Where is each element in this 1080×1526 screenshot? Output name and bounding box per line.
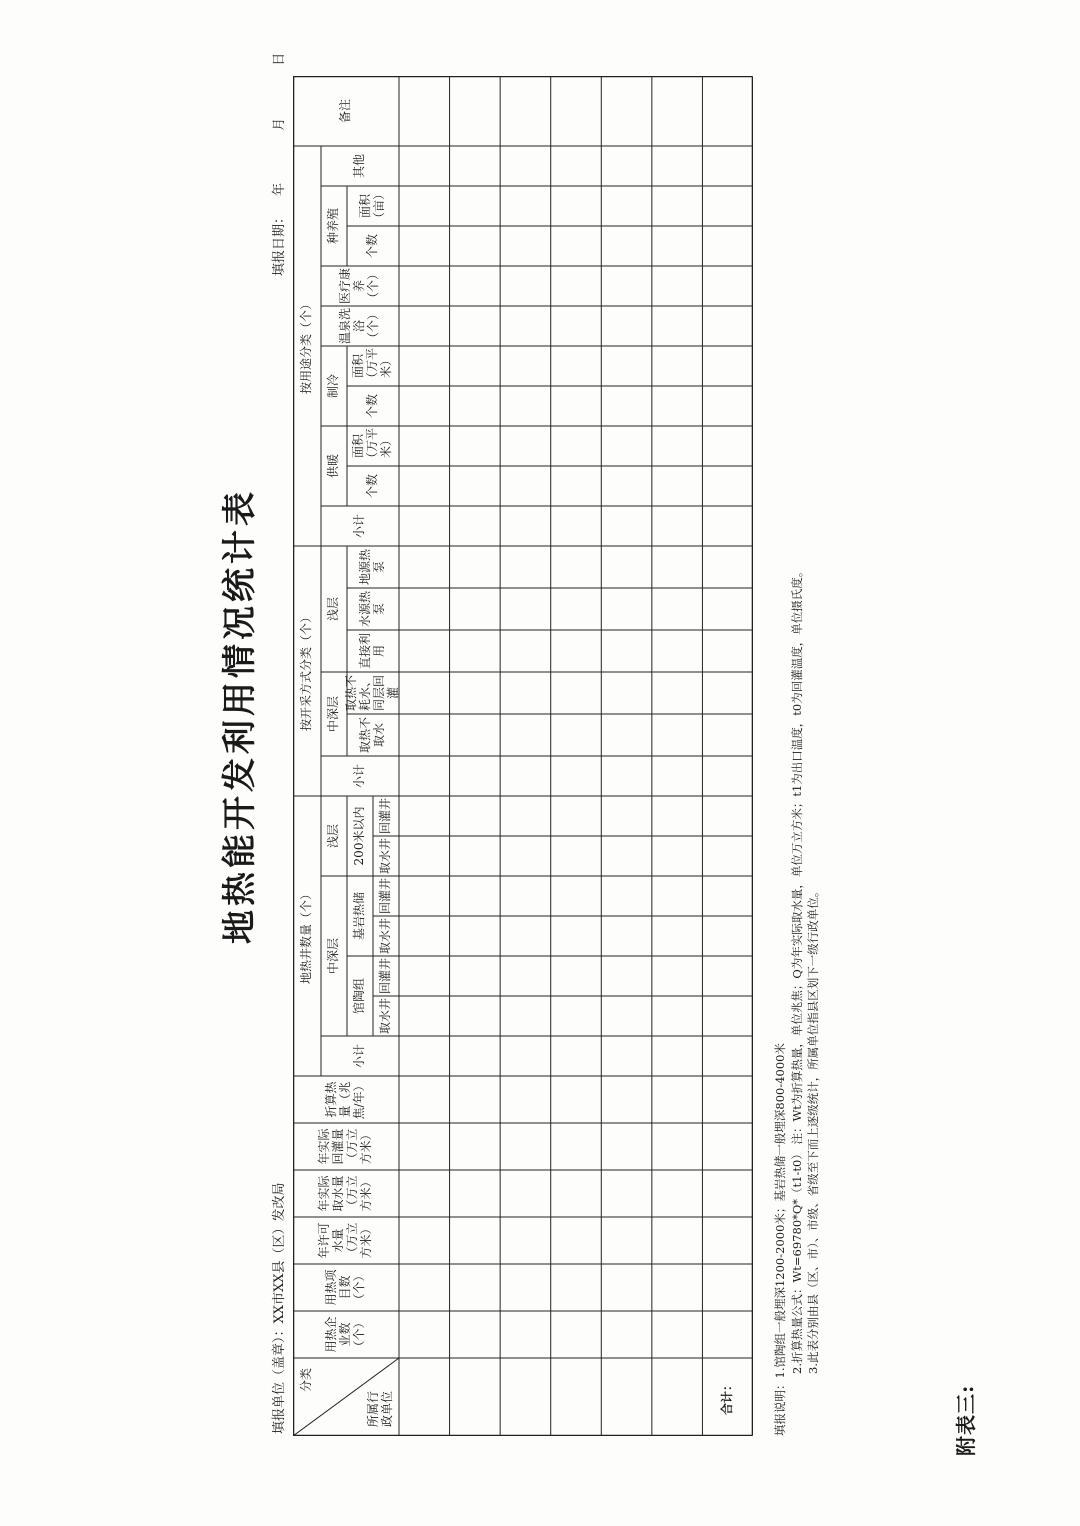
by-method-header: 按开采方式分类（个） [299, 611, 314, 732]
note-line: 填报说明：1.馆陶组一般埋深1200-2000米；基岩热储一般埋深800-4000米 [773, 1043, 787, 1436]
table-cell[interactable] [450, 76, 501, 146]
table-cell[interactable] [551, 836, 602, 876]
filling-unit: 填报单位（盖章）：XX市XX县（区）发改局 [272, 1182, 287, 1434]
table-cell[interactable] [551, 306, 602, 346]
table-cell[interactable] [450, 306, 501, 346]
table-cell[interactable] [399, 1170, 450, 1217]
table-cell[interactable] [500, 226, 551, 266]
table-cell[interactable] [702, 588, 753, 630]
table-cell[interactable] [551, 426, 602, 466]
table-cell[interactable] [500, 1170, 551, 1217]
guantao-header: 馆陶组 [352, 978, 367, 1015]
wells-subtotal-header: 小计 [352, 1044, 367, 1069]
reinjection-well-header: 回灌井 [378, 957, 393, 994]
projects-header: 用热项目数（个） [324, 1269, 366, 1306]
table-cell[interactable] [702, 466, 753, 506]
table-cell[interactable] [450, 916, 501, 956]
table-cell[interactable] [500, 146, 551, 186]
admin-unit-cell[interactable] [450, 1358, 501, 1436]
permitted-water-header: 年许可水量（万立方米） [317, 1222, 373, 1259]
table-cell[interactable] [702, 266, 753, 306]
table-cell[interactable] [601, 226, 652, 266]
table-cell[interactable] [702, 916, 753, 956]
table-cell[interactable] [652, 76, 703, 146]
table-cell[interactable] [399, 466, 450, 506]
table-cell[interactable] [500, 76, 551, 146]
table-cell[interactable] [500, 346, 551, 386]
other-header: 其他 [352, 154, 367, 179]
table-cell[interactable] [450, 346, 501, 386]
table-cell[interactable] [399, 672, 450, 714]
table-cell[interactable] [399, 836, 450, 876]
table-cell[interactable] [702, 506, 753, 546]
table-cell[interactable] [702, 386, 753, 426]
category-header: 分类 [299, 1368, 314, 1393]
within-200m-header: 200米以内 [352, 806, 367, 866]
table-cell[interactable] [601, 672, 652, 714]
table-cell[interactable] [702, 756, 753, 796]
table-cell[interactable] [652, 588, 703, 630]
table-cell[interactable] [551, 996, 602, 1036]
filling-date-ymd: 年 月 日 [272, 28, 287, 196]
table-cell[interactable] [450, 630, 501, 672]
admin-unit-cell[interactable] [601, 1358, 652, 1436]
table-cell[interactable] [702, 76, 753, 146]
admin-unit-header: 所属行政单位 [366, 1391, 395, 1428]
table-cell[interactable] [652, 796, 703, 836]
table-cell[interactable] [399, 630, 450, 672]
table-cell[interactable] [702, 630, 753, 672]
table-cell[interactable] [450, 756, 501, 796]
table-cell[interactable] [500, 588, 551, 630]
table-cell[interactable] [652, 1311, 703, 1358]
admin-unit-cell[interactable] [500, 1358, 551, 1436]
extraction-well-header: 取水井 [378, 997, 393, 1034]
table-cell[interactable] [399, 306, 450, 346]
table-cell[interactable] [399, 1123, 450, 1170]
table-cell[interactable] [500, 386, 551, 426]
table-cell[interactable] [652, 386, 703, 426]
table-cell[interactable] [551, 956, 602, 996]
table-cell[interactable] [399, 506, 450, 546]
table-cell[interactable] [399, 1217, 450, 1264]
method-shallow-header: 浅层 [326, 597, 341, 622]
table-cell[interactable] [702, 1217, 753, 1264]
table-cell[interactable] [702, 346, 753, 386]
ground-source-hp-header: 地源热泵 [358, 549, 386, 586]
table-cell[interactable] [399, 916, 450, 956]
table-cell[interactable] [450, 426, 501, 466]
table-cell[interactable] [601, 1036, 652, 1076]
table-cell[interactable] [601, 386, 652, 426]
table-cell[interactable] [500, 506, 551, 546]
table-cell[interactable] [702, 796, 753, 836]
table-cell[interactable] [601, 466, 652, 506]
table-cell[interactable] [551, 506, 602, 546]
table-cell[interactable] [450, 588, 501, 630]
water-source-hp-header: 水源热泵 [358, 591, 386, 628]
table-cell[interactable] [652, 1217, 703, 1264]
table-cell[interactable] [551, 266, 602, 306]
table-cell[interactable] [450, 672, 501, 714]
table-cell[interactable] [450, 876, 501, 916]
table-cell[interactable] [551, 714, 602, 756]
heating-count-header: 个数 [365, 474, 380, 499]
table-cell[interactable] [551, 876, 602, 916]
table-cell[interactable] [399, 588, 450, 630]
converted-heat-header: 折算热量（兆焦/年） [324, 1079, 366, 1120]
filling-notes [772, 566, 822, 1436]
table-cell[interactable] [450, 546, 501, 588]
table-cell[interactable] [399, 266, 450, 306]
remarks-header: 备注 [338, 99, 353, 124]
table-cell[interactable] [601, 76, 652, 146]
table-cell[interactable] [450, 186, 501, 226]
table-cell[interactable] [601, 346, 652, 386]
table-cell[interactable] [601, 588, 652, 630]
farming-area-header: 面积（亩） [358, 187, 386, 224]
table-cell[interactable] [450, 1264, 501, 1311]
table-cell[interactable] [702, 672, 753, 714]
table-cell[interactable] [652, 346, 703, 386]
table-cell[interactable] [551, 1123, 602, 1170]
table-cell[interactable] [601, 956, 652, 996]
table-cell[interactable] [652, 996, 703, 1036]
table-cell[interactable] [652, 306, 703, 346]
table-cell[interactable] [551, 756, 602, 796]
table-cell[interactable] [500, 1036, 551, 1076]
table-cell[interactable] [551, 672, 602, 714]
table-cell[interactable] [652, 546, 703, 588]
table-cell[interactable] [500, 756, 551, 796]
table-cell[interactable] [601, 186, 652, 226]
table-cell[interactable] [702, 876, 753, 916]
table-cell[interactable] [450, 1076, 501, 1123]
table-cell[interactable] [652, 876, 703, 916]
table-cell[interactable] [500, 1264, 551, 1311]
reinjection-well-header: 回灌井 [378, 877, 393, 914]
table-cell[interactable] [551, 76, 602, 146]
heating-area-header: 面积（万平米） [351, 427, 393, 464]
statistics-table-headers [293, 76, 753, 1436]
table-cell[interactable] [702, 1076, 753, 1123]
table-cell[interactable] [652, 266, 703, 306]
table-cell[interactable] [399, 1264, 450, 1311]
table-cell[interactable] [399, 546, 450, 588]
no-water-heat-header: 取热不取水 [358, 717, 386, 754]
table-cell[interactable] [702, 836, 753, 876]
table-cell[interactable] [601, 506, 652, 546]
table-cell[interactable] [399, 346, 450, 386]
table-cell[interactable] [702, 546, 753, 588]
table-cell[interactable] [500, 1311, 551, 1358]
table-cell[interactable] [601, 836, 652, 876]
wells-shallow-header: 浅层 [326, 824, 341, 849]
enterprises-header: 用热企业数（个） [324, 1316, 366, 1353]
table-cell[interactable] [652, 426, 703, 466]
wells-mid-deep-header: 中深层 [326, 938, 341, 975]
admin-unit-cell[interactable] [652, 1358, 703, 1436]
table-cell[interactable] [601, 1170, 652, 1217]
table-cell[interactable] [551, 1311, 602, 1358]
table-cell[interactable] [652, 756, 703, 796]
table-cell[interactable] [500, 186, 551, 226]
table-cell[interactable] [551, 386, 602, 426]
table-cell[interactable] [450, 836, 501, 876]
table-cell[interactable] [450, 466, 501, 506]
table-cell[interactable] [702, 306, 753, 346]
table-cell[interactable] [652, 226, 703, 266]
table-cell[interactable] [500, 306, 551, 346]
table-cell[interactable] [450, 146, 501, 186]
table-cell[interactable] [702, 996, 753, 1036]
table-cell[interactable] [601, 426, 652, 466]
note-line: 3.此表分别由县（区、市）、市级、省级至下而上逐级统计，所属单位指县区划下一级行政单位。 [806, 885, 821, 1374]
table-cell[interactable] [551, 916, 602, 956]
admin-unit-cell[interactable] [399, 1358, 450, 1436]
direct-use-header: 直接利用 [358, 633, 386, 670]
page-title: 地热能开发利用情况统计表 [220, 488, 260, 944]
table-cell[interactable] [450, 714, 501, 756]
table-cell[interactable] [399, 1076, 450, 1123]
table-cell[interactable] [551, 796, 602, 836]
medical-header: 医疗康养（个） [338, 267, 380, 304]
table-cell[interactable] [551, 1170, 602, 1217]
table-cell[interactable] [500, 630, 551, 672]
table-cell[interactable] [652, 672, 703, 714]
table-cell[interactable] [500, 956, 551, 996]
table-cell[interactable] [652, 714, 703, 756]
table-cell[interactable] [652, 1123, 703, 1170]
table-cell[interactable] [399, 426, 450, 466]
table-cell[interactable] [450, 1311, 501, 1358]
wells-count-header: 地热井数量（个） [299, 888, 314, 985]
heating-header: 供暖 [326, 454, 341, 479]
table-cell[interactable] [399, 386, 450, 426]
cooling-area-header: 面积（万平米） [351, 347, 393, 384]
table-cell[interactable] [702, 714, 753, 756]
table-cell[interactable] [652, 146, 703, 186]
table-cell[interactable] [702, 426, 753, 466]
cooling-header: 制冷 [326, 374, 341, 399]
table-cell[interactable] [450, 506, 501, 546]
table-cell[interactable] [601, 546, 652, 588]
table-cell[interactable] [601, 1264, 652, 1311]
total-row-label: 合计： [719, 1379, 734, 1416]
farming-count-header: 个数 [365, 234, 380, 259]
table-cell[interactable] [702, 1170, 753, 1217]
table-cell[interactable] [399, 146, 450, 186]
table-cell[interactable] [551, 186, 602, 226]
table-cell[interactable] [652, 1076, 703, 1123]
table-cell[interactable] [551, 1217, 602, 1264]
actual-reinjection-header: 年实际回灌量（万立方米） [317, 1128, 373, 1165]
table-cell[interactable] [601, 266, 652, 306]
table-cell[interactable] [450, 956, 501, 996]
table-cell[interactable] [601, 796, 652, 836]
table-cell[interactable] [551, 630, 602, 672]
table-cell[interactable] [551, 346, 602, 386]
table-cell[interactable] [652, 506, 703, 546]
table-cell[interactable] [551, 1036, 602, 1076]
table-cell[interactable] [551, 588, 602, 630]
table-cell[interactable] [601, 146, 652, 186]
reinjection-well-header: 回灌井 [378, 797, 393, 834]
no-consume-water-header: 取热不耗水、同层回灌 [344, 675, 400, 712]
table-cell[interactable] [652, 956, 703, 996]
table-cell[interactable] [450, 1036, 501, 1076]
table-cell[interactable] [450, 996, 501, 1036]
table-cell[interactable] [652, 186, 703, 226]
table-cell[interactable] [551, 1076, 602, 1123]
filling-date-label: 填报日期： [272, 210, 287, 276]
annex-label: 附表三: [954, 1384, 978, 1456]
table-cell[interactable] [500, 672, 551, 714]
table-cell[interactable] [702, 1036, 753, 1076]
table-cell[interactable] [399, 226, 450, 266]
table-cell[interactable] [399, 756, 450, 796]
table-cell[interactable] [450, 226, 501, 266]
table-cell[interactable] [399, 1311, 450, 1358]
extraction-well-header: 取水井 [378, 837, 393, 874]
cooling-count-header: 个数 [365, 394, 380, 419]
method-subtotal-header: 小计 [352, 764, 367, 789]
table-cell[interactable] [500, 916, 551, 956]
table-cell[interactable] [702, 186, 753, 226]
table-cell[interactable] [652, 1264, 703, 1311]
table-cell[interactable] [399, 956, 450, 996]
table-cell[interactable] [551, 1264, 602, 1311]
table-cell[interactable] [652, 1170, 703, 1217]
by-use-header: 按用途分类（个） [299, 298, 314, 395]
table-cell[interactable] [551, 226, 602, 266]
method-mid-deep-header: 中深层 [326, 696, 341, 733]
table-cell[interactable] [399, 186, 450, 226]
table-cell[interactable] [702, 1311, 753, 1358]
table-cell[interactable] [450, 796, 501, 836]
table-cell[interactable] [601, 306, 652, 346]
table-cell[interactable] [652, 916, 703, 956]
table-cell[interactable] [450, 1123, 501, 1170]
table-cell[interactable] [601, 916, 652, 956]
table-cell[interactable] [500, 266, 551, 306]
table-cell[interactable] [500, 876, 551, 916]
table-cell[interactable] [399, 1036, 450, 1076]
table-cell[interactable] [601, 1311, 652, 1358]
table-cell[interactable] [399, 714, 450, 756]
extraction-well-header: 取水井 [378, 917, 393, 954]
table-cell[interactable] [450, 266, 501, 306]
bedrock-header: 基岩热储 [352, 892, 367, 941]
table-cell[interactable] [399, 76, 450, 146]
farming-header: 种养殖 [326, 208, 341, 245]
table-cell[interactable] [601, 714, 652, 756]
table-cell[interactable] [500, 466, 551, 506]
table-cell[interactable] [399, 876, 450, 916]
table-cell[interactable] [702, 1123, 753, 1170]
table-cell[interactable] [702, 1264, 753, 1311]
table-cell[interactable] [652, 466, 703, 506]
table-cell[interactable] [500, 1217, 551, 1264]
table-cell[interactable] [500, 546, 551, 588]
table-cell[interactable] [450, 1217, 501, 1264]
table-cell[interactable] [551, 146, 602, 186]
hot-spring-header: 温泉洗浴（个） [338, 307, 380, 344]
table-cell[interactable] [500, 714, 551, 756]
table-cell[interactable] [652, 630, 703, 672]
table-cell[interactable] [601, 1217, 652, 1264]
table-cell[interactable] [500, 836, 551, 876]
table-cell[interactable] [652, 1036, 703, 1076]
table-cell[interactable] [551, 546, 602, 588]
table-cell[interactable] [702, 956, 753, 996]
admin-unit-cell[interactable] [551, 1358, 602, 1436]
table-cell[interactable] [601, 1123, 652, 1170]
table-cell[interactable] [551, 466, 602, 506]
table-cell[interactable] [652, 836, 703, 876]
table-cell[interactable] [399, 996, 450, 1036]
use-subtotal-header: 小计 [352, 514, 367, 539]
table-cell[interactable] [500, 1076, 551, 1123]
actual-extraction-header: 年实际取水量（万立方米） [317, 1175, 373, 1212]
table-cell[interactable] [601, 756, 652, 796]
table-cell[interactable] [500, 996, 551, 1036]
table-cell[interactable] [702, 226, 753, 266]
table-cell[interactable] [399, 796, 450, 836]
table-cell[interactable] [500, 426, 551, 466]
table-cell[interactable] [500, 1123, 551, 1170]
table-cell[interactable] [500, 796, 551, 836]
table-cell[interactable] [601, 1076, 652, 1123]
note-line: 2.折算热量公式：Wt=69780*Q*（t1-t0） 注：Wt为折算热量，单位兆焦；Q为年实际取水量，单位万立方米；t1为出口温度，t0为回灌温度，单位摄氏度。 [789, 565, 804, 1374]
table-cell[interactable] [702, 146, 753, 186]
table-cell[interactable] [601, 996, 652, 1036]
table-cell[interactable] [450, 386, 501, 426]
table-cell[interactable] [601, 876, 652, 916]
table-cell[interactable] [450, 1170, 501, 1217]
table-cell[interactable] [601, 630, 652, 672]
